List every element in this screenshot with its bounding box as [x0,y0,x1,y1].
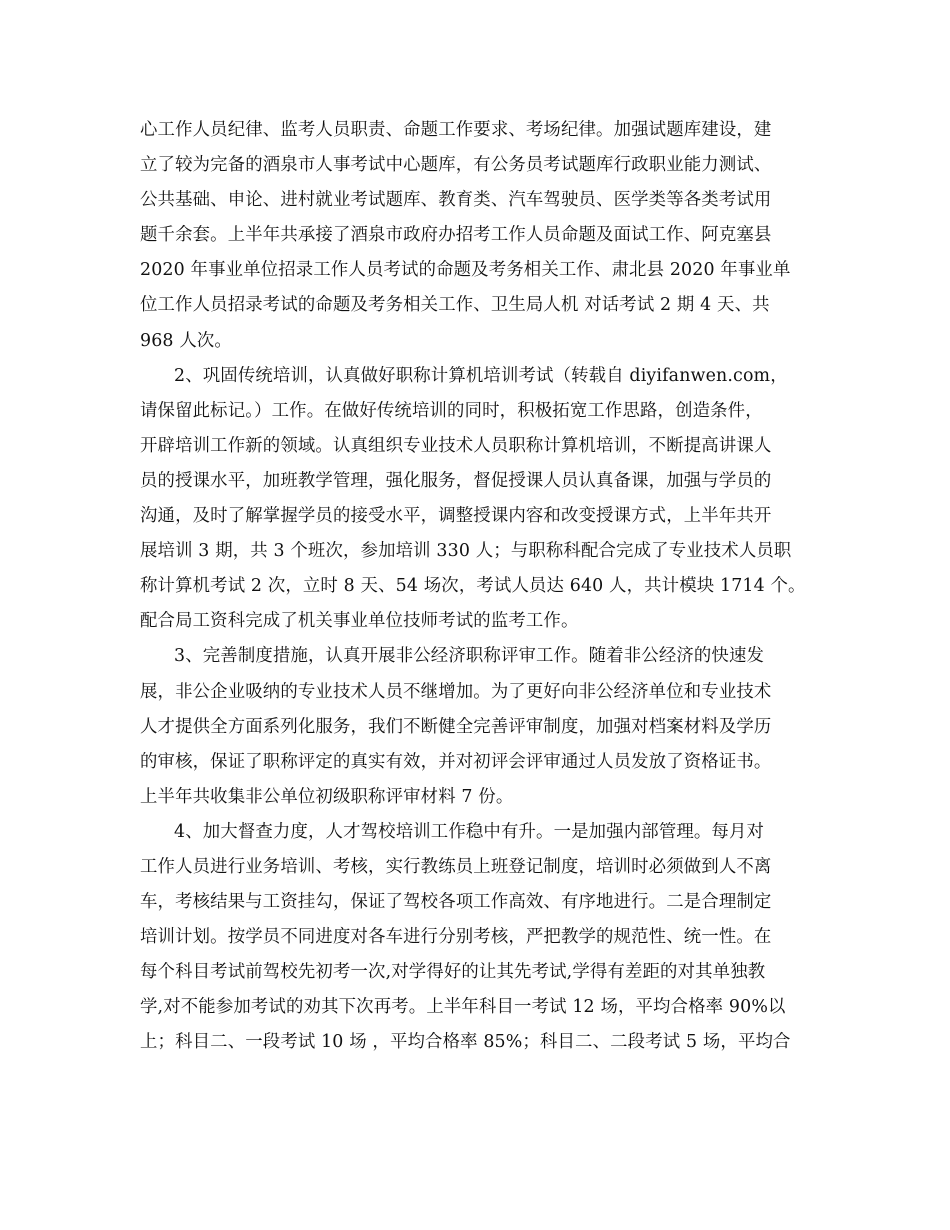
body-line: 968 人次。 [140,330,232,351]
body-line: 沟通，及时了解掌握学员的接受水平，调整授课内容和改变授课方式，上半年共开 [140,506,772,527]
body-line: 开辟培训工作新的领域。认真组织专业技术人员职称计算机培训，不断提高讲课人 [140,435,772,456]
body-line: 每个科目考试前驾校先初考一次,对学得好的让其先考试,学得有差距的对其单独教 [140,962,766,983]
body-line: 位工作人员招录考试的命题及考务相关工作、卫生局人机 对话考试 2 期 4 天、共 [140,295,770,316]
paragraph-3-first-line: 3、完善制度措施，认真开展非公经济职称评审工作。随着非公经济的快速发 [174,646,765,667]
body-line: 工作人员进行业务培训、考核，实行教练员上班登记制度，培训时必须做到人不离 [140,856,772,877]
paragraph-2-first-line: 2、巩固传统培训，认真做好职称计算机培训考试（转载自 diyifanwen.com， [174,365,788,386]
body-line: 公共基础、申论、进村就业考试题库、教育类、汽车驾驶员、医学类等各类考试用 [140,190,772,211]
body-line: 立了较为完备的酒泉市人事考试中心题库，有公务员考试题库行政职业能力测试、 [140,155,772,176]
body-line: 2020 年事业单位招录工作人员考试的命题及考务相关工作、肃北县 2020 年事业单 [140,260,791,281]
body-line: 上；科目二、一段考试 10 场 ，平均合格率 85%；科目二、二段考试 5 场，平均合 [140,1032,791,1053]
body-line: 展培训 3 期，共 3 个班次，参加培训 330 人；与职称科配合完成了专业技术人员职 [140,541,792,562]
body-line: 展，非公企业吸纳的专业技术人员不继增加。为了更好向非公经济单位和专业技术 [140,681,772,702]
body-line: 车，考核结果与工资挂勾，保证了驾校各项工作高效、有序地进行。二是合理制定 [140,892,772,913]
paragraph-4-first-line: 4、加大督查力度，人才驾校培训工作稳中有升。一是加强内部管理。每月对 [174,821,765,842]
body-line: 配合局工资科完成了机关事业单位技师考试的监考工作。 [140,611,579,632]
body-line: 人才提供全方面系列化服务，我们不断健全完善评审制度，加强对档案材料及学历 [140,716,772,737]
document-body [140,113,815,1061]
body-line: 请保留此标记。）工作。在做好传统培训的同时，积极拓宽工作思路，创造条件， [140,400,763,421]
body-line: 的审核，保证了职称评定的真实有效，并对初评会评审通过人员发放了资格证书。 [140,751,772,772]
body-line: 心工作人员纪律、监考人员职责、命题工作要求、考场纪律。加强试题库建设，建 [140,120,772,140]
body-line: 学,对不能参加考试的劝其下次再考。上半年科目一考试 12 场，平均合格率 90%以 [140,997,786,1018]
body-line: 题千余套。上半年共承接了酒泉市政府办招考工作人员命题及面试工作、阿克塞县 [140,225,772,246]
body-line: 员的授课水平，加班教学管理，强化服务，督促授课人员认真备课，加强与学员的 [140,470,772,491]
body-line: 上半年共收集非公单位初级职称评审材料 7 份。 [140,786,514,807]
body-line: 培训计划。按学员不同进度对各车进行分别考核，严把教学的规范性、统一性。在 [140,927,772,948]
body-line: 称计算机考试 2 次，立时 8 天、54 场次，考试人员达 640 人，共计模块 1714 个。 [140,576,806,597]
